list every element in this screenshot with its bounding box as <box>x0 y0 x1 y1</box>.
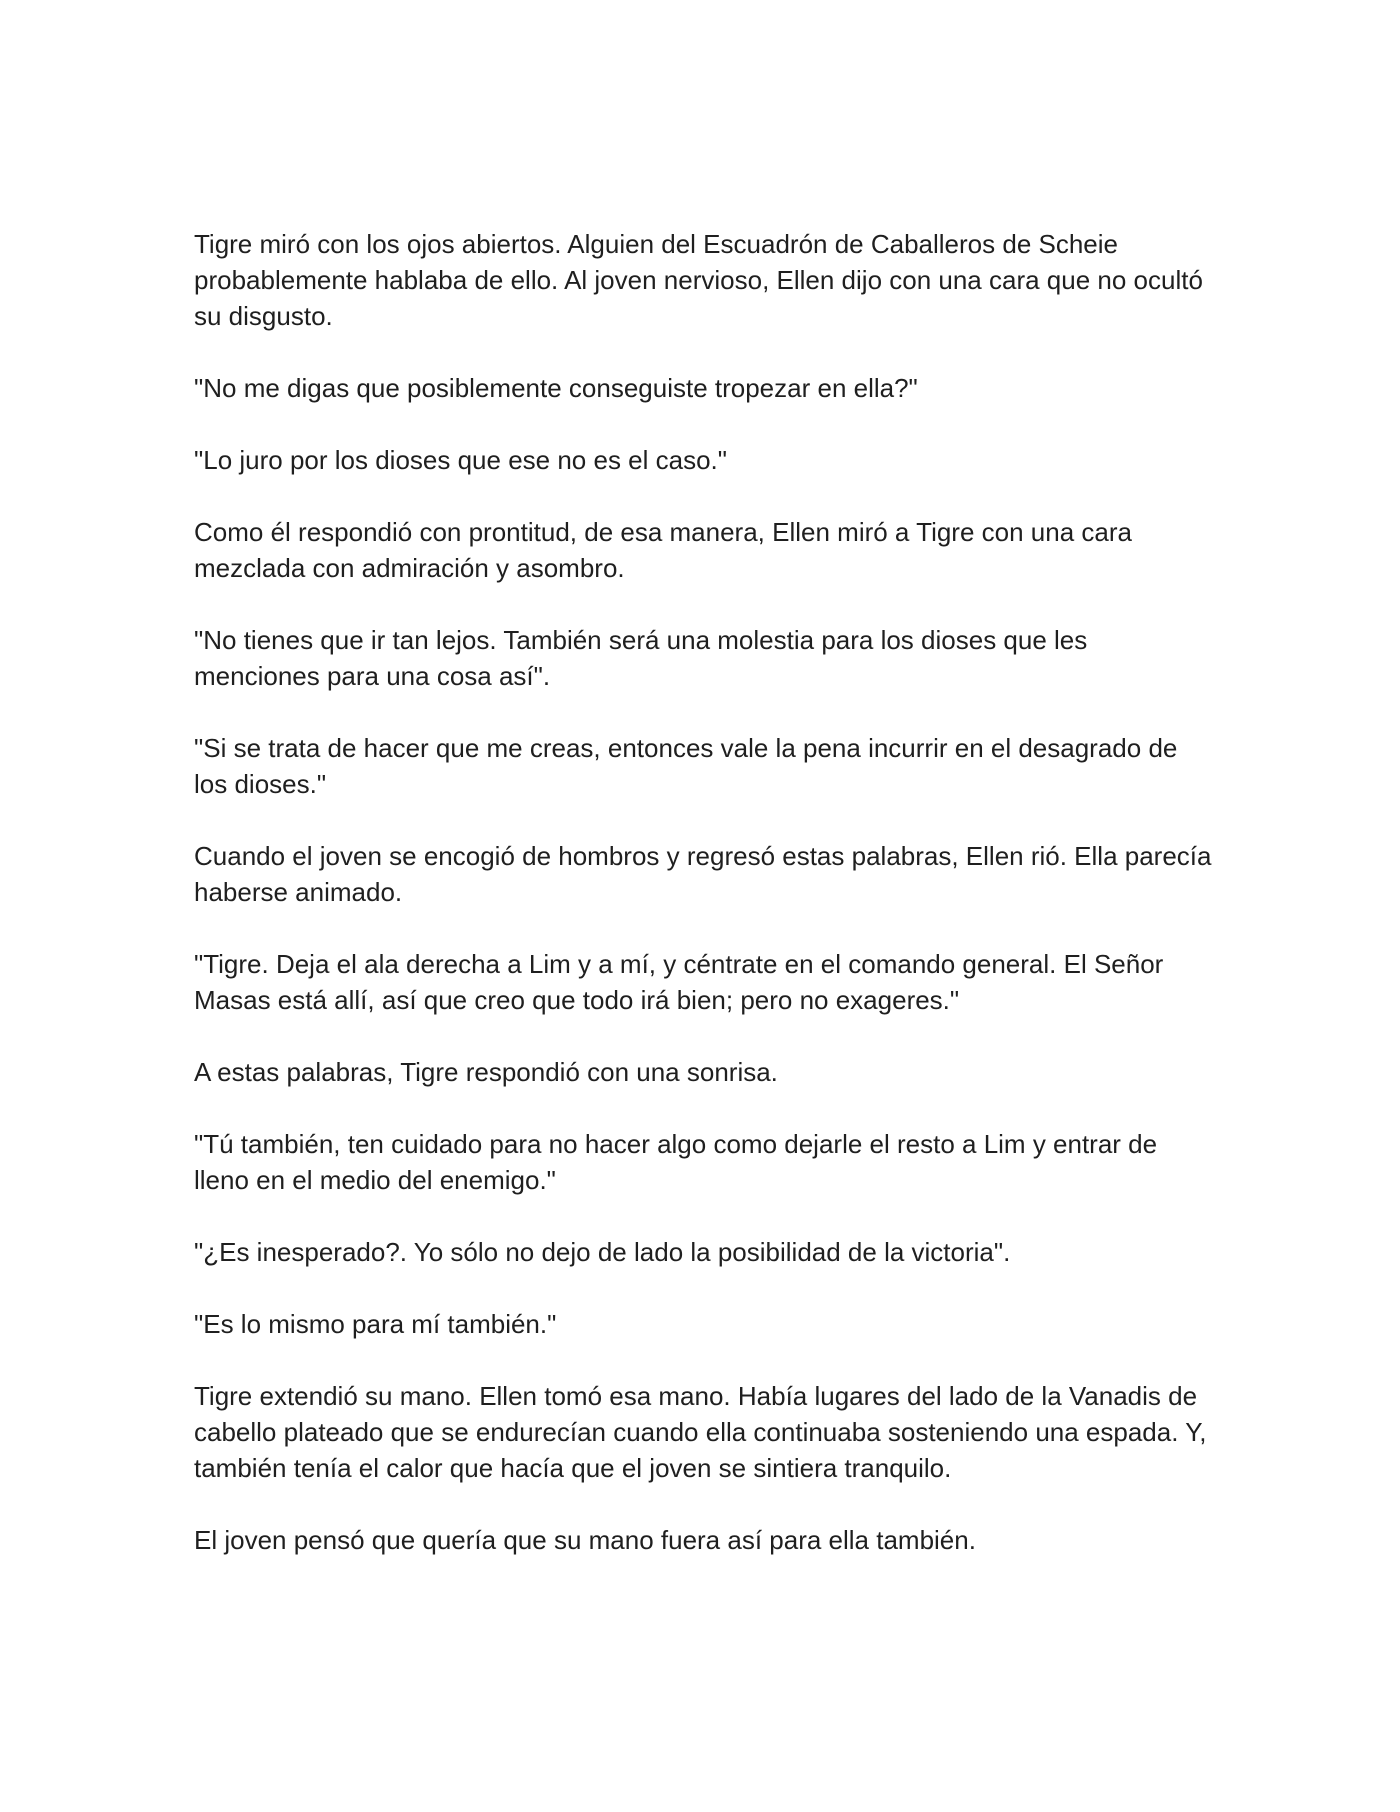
paragraph-7: Cuando el joven se encogió de hombros y regresó estas palabras, Ellen rió. Ella parecía haberse animado. <box>194 841 1212 907</box>
paragraph-13: Tigre extendió su mano. Ellen tomó esa mano. Había lugares del lado de la Vanadis de cabello plateado que se endurecían cuando ella continuaba sosteniendo una espada. Y, también tenía el calor que hacía que el joven se sintiera tranquilo. <box>194 1381 1207 1483</box>
paragraph-3: "Lo juro por los dioses que ese no es el caso." <box>194 445 727 475</box>
paragraph-1: Tigre miró con los ojos abiertos. Alguien del Escuadrón de Caballeros de Scheie probablemente hablaba de ello. Al joven nervioso, Ellen dijo con una cara que no ocultó su disgusto. <box>194 229 1203 331</box>
paragraph-14: El joven pensó que quería que su mano fuera así para ella también. <box>194 1525 976 1555</box>
paragraph-6: "Si se trata de hacer que me creas, entonces vale la pena incurrir en el desagrado de los dioses." <box>194 733 1178 799</box>
paragraph-5: "No tienes que ir tan lejos. También será una molestia para los dioses que les menciones para una cosa así". <box>194 625 1088 691</box>
paragraph-9: A estas palabras, Tigre respondió con una sonrisa. <box>194 1057 778 1087</box>
paragraph-8: "Tigre. Deja el ala derecha a Lim y a mí, y céntrate en el comando general. El Señor Masas está allí, así que creo que todo irá bien; pero no exageres." <box>194 949 1164 1015</box>
paragraph-2: "No me digas que posiblemente conseguiste tropezar en ella?" <box>194 373 918 403</box>
paragraph-10: "Tú también, ten cuidado para no hacer algo como dejarle el resto a Lim y entrar de lleno en el medio del enemigo." <box>194 1129 1158 1195</box>
paragraph-4: Como él respondió con prontitud, de esa manera, Ellen miró a Tigre con una cara mezclada con admiración y asombro. <box>194 517 1132 583</box>
paragraph-11: "¿Es inesperado?. Yo sólo no dejo de lado la posibilidad de la victoria". <box>194 1237 1011 1267</box>
document-body <box>194 226 1214 1594</box>
paragraph-12: "Es lo mismo para mí también." <box>194 1309 557 1339</box>
